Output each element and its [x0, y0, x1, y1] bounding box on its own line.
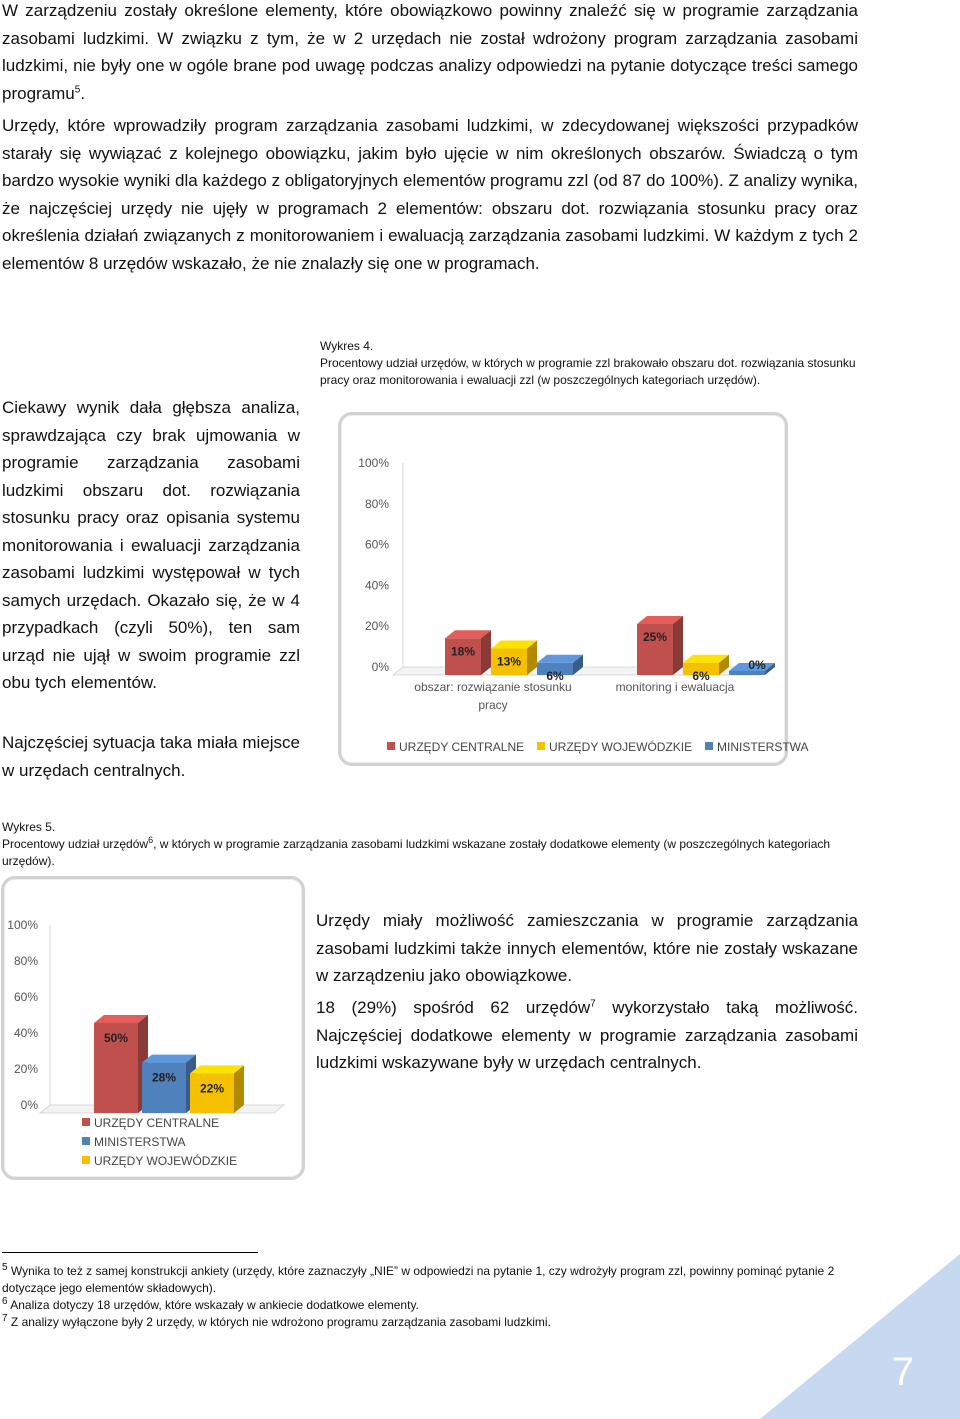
side-text-analysis: Ciekawy wynik dała głębsza analiza, sprawdzająca czy brak ujmowania w programie zarządzania zasobami ludzkimi obszaru dot. rozwiązania stosunku pracy oraz opisania systemu monitorowania i ewaluacji zarządzania zasobami ludzkimi występował w tych samych urzędach. Okazało się, że w 4 przypadkach (czyli 50%), ten sam urząd nie ujął w swoim programie zzl obu tych elementów. [2, 398, 300, 692]
right-text-stats [316, 994, 858, 1077]
paragraph-results: Urzędy, które wprowadziły program zarządzania zasobami ludzkimi, w zdecydowanej większości przypadków starały się wywiązać z kolejnego obowiązku, jakim było ujęcie w nim określonych obszarów. Świadczą o tym bardzo wysokie wyniki dla każdego z obligatoryjnych elementów programu zzl (od 87 do 100%). Z analizy wynika, że najczęściej urzędy nie ujęły w programach 2 elementów: obszaru dot. rozwiązania stosunku pracy oraz określenia działań związanych z monitorowaniem i ewaluacją zarządzania zasobami ludzkimi. W każdym z tych 2 elementów 8 urzędów wskazało, że nie znalazły się one w programach. [2, 116, 858, 273]
chart4-caption-text: Procentowy udział urzędów, w których w programie zzl brakowało obszaru dot. rozwiązania stosunku pracy oraz monitorowania i ewaluacji zzl (w poszczególnych kategoriach urzędów). [320, 356, 856, 387]
chart-bar [637, 616, 683, 675]
footnote-6-text: Analiza dotyczy 18 urzędów, które wskazały w ankiecie dodatkowe elementy. [10, 1298, 419, 1312]
chart5-caption-title: Wykres 5. [2, 820, 56, 834]
data-label: 6% [692, 668, 710, 683]
x-category-label: pracy [478, 698, 508, 712]
footnote-5-text: Wynika to też z samej konstrukcji ankiety (urzędy, które zaznaczyły „NIE” w odpowiedzi na pytanie 1, czy wdrożyły program zzl, powinny pominąć pytanie 2 dotyczące jego elementów składowych). [2, 1264, 835, 1295]
x-category-label: obszar: rozwiązanie stosunku [414, 680, 572, 694]
y-tick-label: 20% [364, 619, 389, 634]
y-tick-label: 20% [13, 1062, 38, 1076]
page-number: 7 [891, 1350, 914, 1394]
data-label: 22% [199, 1081, 225, 1096]
y-tick-label: 0% [20, 1098, 38, 1112]
right-text-stats-a: 18 (29%) spośród 62 urzędów [316, 998, 591, 1017]
y-tick-label: 0% [371, 660, 389, 674]
right-text-other-elements: Urzędy miały możliwość zamieszczania w programie zarządzania zasobami ludzkimi także innych elementów, które nie zostały wskazane w zarządzeniu jako obowiązkowe. [316, 911, 858, 985]
y-tick-label: 40% [13, 1026, 38, 1040]
data-label: 6% [546, 668, 564, 683]
paragraph-intro [2, 0, 858, 107]
y-tick-label: 80% [364, 496, 389, 511]
y-tick-label: 40% [364, 578, 389, 593]
chart5-caption-text-b: , w których w programie zarządzania zasobami ludzkimi wskazane zostały dodatkowe elementy (w poszczególnych kategoriach urzędów). [2, 837, 831, 868]
footnote-7 [2, 1314, 862, 1331]
chart5-frame [1, 876, 305, 1180]
footnote-ref-7[interactable]: 7 [590, 998, 596, 1010]
footnote-6 [2, 1297, 862, 1314]
legend-label: URZĘDY CENTRALNE [94, 1116, 220, 1130]
page-corner-decoration [760, 1254, 960, 1419]
chart5-caption-text [2, 836, 862, 870]
y-tick-label: 100% [358, 456, 389, 470]
side-text-conclusion: Najczęściej sytuacja taka miała miejsce w urzędach centralnych. [2, 733, 300, 780]
data-label: 50% [103, 1031, 129, 1045]
legend-swatch [537, 742, 545, 750]
footnote-ref-6[interactable]: 6 [148, 835, 154, 845]
legend-label: URZĘDY CENTRALNE [399, 740, 525, 754]
y-tick-label: 60% [364, 537, 389, 552]
chart5-caption [2, 819, 862, 870]
paragraph-intro-text: W zarządzeniu zostały określone elementy, które obowiązkowo powinny znaleźć się w programie zarządzania zasobami ludzkimi. W związku z tym, że w 2 urzędach nie został wdrożony program zarządzania zasobami ludzkimi, nie były one w ogóle brane pod uwagę podczas analizy odpowiedzi na pytanie dotyczące treści samego programu [2, 1, 858, 103]
footnote-5 [2, 1263, 862, 1297]
footnote-ref-5[interactable]: 5 [74, 83, 81, 95]
legend-label: URZĘDY WOJEWÓDZKIE [549, 740, 693, 754]
legend-swatch [705, 742, 713, 750]
footnote-5-number: 5 [2, 1262, 8, 1273]
chart-bar-side [234, 1065, 244, 1113]
footnote-6-number: 6 [2, 1296, 8, 1307]
y-tick-label: 100% [7, 918, 38, 932]
footnote-rule [2, 1252, 258, 1253]
chart4-frame [338, 412, 809, 766]
right-text-stats-b: wykorzystało taką możliwość. Najczęściej dodatkowe elementy w programie zarządzania zasobami ludzkimi wskazywane były w urzędach centralnych. [316, 998, 858, 1072]
data-label: 13% [496, 654, 522, 669]
data-label: 0% [748, 658, 766, 672]
paragraph-intro-end: . [80, 83, 86, 103]
chart4 [341, 415, 809, 763]
legend-swatch [82, 1118, 90, 1126]
footnote-7-text: Z analizy wyłączone były 2 urzędy, w których nie wdrożono programu zarządzania zasobami ludzkimi. [10, 1315, 551, 1329]
legend-label: MINISTERSTWA [717, 740, 809, 754]
y-tick-label: 60% [13, 990, 38, 1004]
data-label: 18% [450, 644, 476, 659]
chart5-caption-text-a: Procentowy udział urzędów [2, 837, 149, 851]
footnote-7-number: 7 [2, 1313, 8, 1324]
data-label: 28% [151, 1070, 177, 1085]
chart5 [4, 879, 302, 1177]
data-label: 25% [642, 630, 668, 644]
legend-swatch [387, 742, 395, 750]
chart-bar [94, 1015, 148, 1113]
x-category-label: monitoring i ewaluacja [615, 680, 735, 694]
chart-bar-side [673, 616, 683, 675]
legend-swatch [82, 1156, 90, 1164]
legend-label: URZĘDY WOJEWÓDZKIE [94, 1154, 238, 1168]
y-tick-label: 80% [13, 954, 38, 968]
chart4-caption [320, 338, 860, 389]
legend-swatch [82, 1137, 90, 1145]
legend-label: MINISTERSTWA [94, 1135, 186, 1149]
chart4-caption-title: Wykres 4. [320, 339, 374, 353]
